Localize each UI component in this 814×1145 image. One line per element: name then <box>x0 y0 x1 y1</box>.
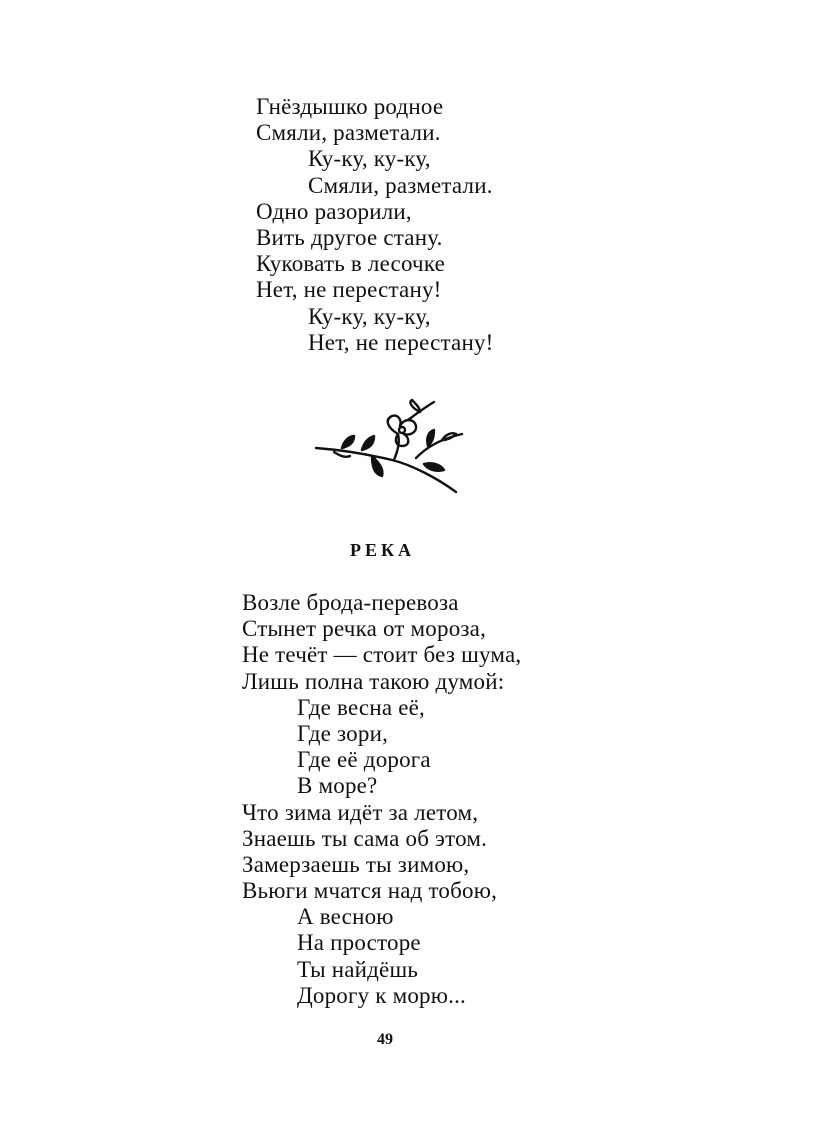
poem-line: Что зима идёт за летом, <box>242 799 479 825</box>
poem-title: РЕКА <box>350 540 416 560</box>
poem-line: Лишь полна такою думой: <box>242 668 505 694</box>
poem-line: Нет, не перестану! <box>308 329 494 355</box>
poem-line: Нет, не перестану! <box>256 277 442 303</box>
poem-line: Где зори, <box>297 720 389 746</box>
poem-line: Стынет речка от мороза, <box>242 616 487 642</box>
poem-line: Ку-ку, ку-ку, <box>308 303 431 329</box>
poem-top-stanza <box>256 94 494 356</box>
poem-line: Гнёздышко родное <box>256 94 444 119</box>
poem-line: Не течёт — стоит без шума, <box>242 642 522 668</box>
poem-line: Одно разорили, <box>256 198 412 224</box>
poem-line: Знаешь ты сама об этом. <box>242 825 488 851</box>
page-number: 49 <box>377 1031 393 1048</box>
poem-line: Куковать в лесочке <box>256 251 446 277</box>
poem-line: Замерзаешь ты зимою, <box>242 851 470 877</box>
poem-line: Где весна её, <box>297 694 425 720</box>
poem-line: Дорогу к морю... <box>297 982 466 1008</box>
flower-sprig-icon <box>312 398 464 496</box>
poem-river <box>242 590 521 1009</box>
poem-line: Возле брода-перевоза <box>242 590 459 615</box>
poem-line: Ты найдёшь <box>297 956 419 982</box>
poem-line: В море? <box>297 773 378 799</box>
poem-line: Вить другое стану. <box>256 224 443 250</box>
poem-line: Вьюги мчатся над тобою, <box>242 878 498 904</box>
poem-line: Ку-ку, ку-ку, <box>308 146 431 172</box>
poem-line: Смяли, разметали. <box>256 120 441 146</box>
poem-line: А весною <box>297 904 394 930</box>
poem-line: Смяли, разметали. <box>308 172 493 198</box>
poem-line: На просторе <box>297 930 421 956</box>
poem-line: Где её дорога <box>297 747 431 773</box>
